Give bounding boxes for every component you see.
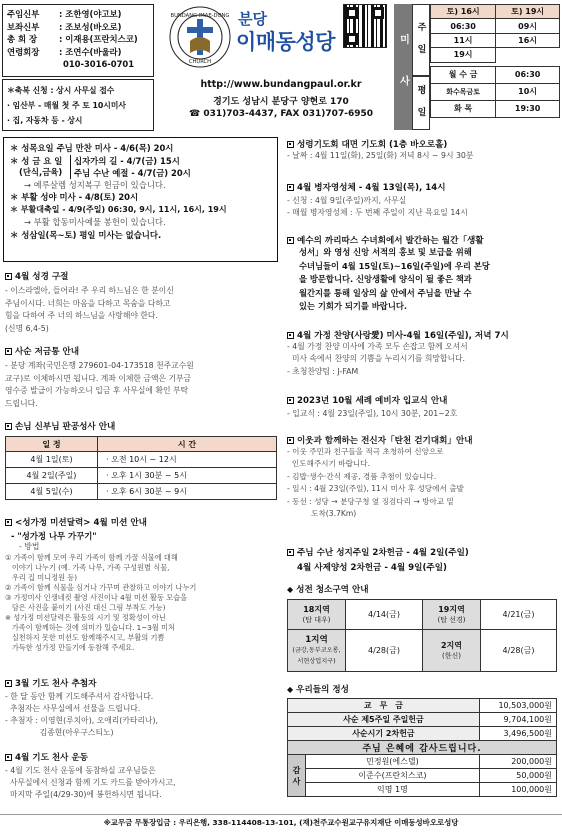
church-emblem-icon [168, 5, 232, 69]
church-logo [166, 5, 336, 71]
r2-line: - 신청 : 4월 9일(주일)까지, 사무실 [287, 196, 407, 205]
svg-text:BUNDANG IMAE-DONG: BUNDANG IMAE-DONG [170, 13, 230, 19]
section-bullet-icon [287, 397, 294, 404]
tithe-line: 드립니다. [5, 398, 38, 408]
parish-url[interactable]: http://www.bundangpaul.or.kr [200, 79, 362, 90]
r2-title: 4월 병자영성체 - 4월 13일(목), 14시 [297, 183, 446, 193]
section-bullet-icon [5, 754, 12, 761]
blessing-notice-house: · 집, 자동차 등 - 상시 [7, 116, 83, 125]
mission-section [5, 516, 277, 653]
staff-role: 주임신부 [7, 9, 40, 19]
section-bullet-icon [5, 519, 12, 526]
good-friday-label: ＊ 성 금 요 일 [10, 155, 63, 166]
col-date: 일 정 [6, 437, 98, 452]
mass-side-label: 미 사 [394, 4, 412, 130]
tithe-title: 사순 저금통 안내 [15, 347, 80, 357]
r3-title: 예수의 까리따스 수녀회에서 발간하는 월간「생활 [297, 236, 484, 246]
sun-mass: 19시 [431, 48, 496, 62]
weekday-mass-days: 화 목 [431, 100, 496, 117]
donor-name: 이준수(프란치스코) [306, 769, 480, 783]
area-date: 4/28(금) [481, 630, 557, 672]
donor-name: 민정원(에스델) [306, 755, 480, 769]
section-bullet-icon [287, 332, 294, 339]
angel-march-title: 3월 기도 천사 추첨자 [15, 679, 97, 689]
offering-table [287, 698, 557, 797]
area-detail: (한신) [442, 651, 461, 660]
verse-line: 주님이시다. 너희는 마음을 다하고 목숨을 다하고 [5, 298, 171, 308]
area-detail: (탑 대우) [302, 615, 331, 624]
weekday-label: 평 일 [412, 76, 430, 130]
tithe-line: 영수증 발급이 가능하오니 입금 후 사무실에 확인 부탁 [5, 386, 189, 395]
confession-date: 4월 1일(토) [6, 452, 98, 468]
r1-title: 성령기도회 대면 기도회 (1층 바오로홀) [297, 140, 448, 150]
easter-offering: → 부활 합동미사예물 봉헌이 있습니다. [24, 217, 166, 228]
confession-time: · 오전 10시 ~ 12시 [98, 452, 277, 468]
sat-mass-1: 토) 16시 [431, 5, 496, 19]
offer-amount: 10,503,000원 [479, 699, 556, 713]
verse-title: 4월 성경 구절 [15, 272, 69, 282]
mission-line: 가득한 성가정 만들기에 동참해 주세요. [5, 642, 135, 652]
clean-title: 성전 청소구역 안내 [296, 585, 369, 595]
r5-title: 2023년 10월 세례 예비자 입교식 안내 [297, 396, 448, 406]
cleaning-section [287, 583, 559, 672]
logo-main-text: 이매동성당 [236, 30, 335, 54]
r1-line: - 날짜 : 4월 11일(화), 25일(화) 저녁 8시 ~ 9시 30분 [287, 151, 474, 160]
staff-name: 이재용(프란치스코) [65, 34, 138, 44]
r6-line: 인도해주시기 바랍니다. [287, 459, 371, 469]
mass-table [430, 4, 560, 118]
cleaning-table [287, 599, 557, 672]
blessing-notice-box [2, 79, 154, 131]
charismatic-prayer [287, 138, 559, 162]
section-bullet-icon [287, 141, 294, 148]
angel4-line: 사무실에서 신청과 함께 기도 카드를 받아가시고, [5, 778, 176, 787]
r3-line: 월간지를 통해 일상의 삶 안에서 주님을 만날 수 [299, 287, 472, 298]
angel-line: - 추첨자 : 이영현(루치아), 오애리(카타리나), [5, 716, 158, 725]
area-name: 2지역 [440, 640, 463, 650]
area-name: 1지역 [305, 634, 328, 645]
angel-line: - 한 달 동안 함께 기도해주셔서 감사합니다. [5, 692, 154, 701]
donor-amount: 50,000원 [479, 769, 556, 783]
mission-title: <성가정 미션달력> 4월 미션 안내 [15, 518, 147, 528]
donor-name: 익명 1명 [306, 783, 480, 797]
verse-section [5, 270, 277, 335]
staff-row: 010-3016-0701 [63, 59, 135, 69]
confession-time: · 오후 1시 30분 ~ 5시 [98, 468, 277, 484]
area-date: 4/14(금) [346, 600, 423, 630]
offer-title: 우리들의 정성 [296, 685, 349, 695]
prayer-angel-april [5, 751, 277, 801]
blessing-notice: ＊축복 신청 : 상시 사무실 접수 [7, 86, 115, 95]
section-bullet-icon [287, 549, 294, 556]
r4-line: - 4월 가정 찬양 미사에 가족 모두 손잡고 함께 오셔서 [287, 342, 468, 351]
staff-role: 연령회장 [7, 46, 40, 57]
book-sale-notice [287, 234, 559, 314]
staff-row: 주임신부 : 조한영(야고보) [7, 9, 122, 19]
section-bullet-icon [5, 273, 12, 280]
prayer-angel-march [5, 677, 277, 739]
offering-section [287, 683, 559, 797]
tithe-line: - 분당 계좌(국민은행 279601-04-173518 천주교수원 [5, 361, 194, 370]
r6-line: - 이웃 주민과 친구들을 적극 초청하여 신앙으로 [287, 447, 444, 456]
sun-mass: 09시 [496, 19, 560, 33]
triduum-notice: ＊ 성삼일(목~토) 평일 미사는 없습니다. [10, 229, 162, 240]
angel-line: 추첨자는 사무실에서 선물을 드립니다. [5, 704, 141, 713]
diamond-icon: ◆ [287, 684, 294, 694]
angel-line: 김종현(아우구스티노) [5, 728, 114, 737]
r4-line: - 초청찬양팀 : J-FAM [287, 366, 359, 376]
holy-week-schedule [3, 137, 278, 262]
angel4-line: - 4월 기도 천사 운동에 동참하실 교우님들은 [5, 766, 156, 775]
mission-line: 가족이 함께하는 것에 의미가 있습니다. 1~3월 미처 [5, 622, 175, 632]
staff-role: 총 회 장 [7, 34, 38, 44]
sick-communion [287, 181, 559, 219]
mass-times [394, 4, 560, 130]
footer-banner: ※교무금 무통장입금 : 우리은행, 338-114408-13-101, (재)천주교수원교구유지재단 이매동성바오로성당 [0, 814, 562, 830]
section-bullet-icon [287, 437, 294, 444]
mission-subtitle: - "성가정 나무 가꾸기" [11, 531, 97, 541]
section-bullet-icon [5, 680, 12, 687]
offer-label: 사순시기 2차헌금 [288, 727, 480, 741]
r3-line: 성서」와 영성 신앙 서적의 홍보 및 보급을 위해 [299, 247, 472, 257]
donor-amount: 100,000원 [479, 783, 556, 797]
mission-line: ※ 성가정 미션달력은 활동의 시기 및 정확성이 아닌 [5, 612, 166, 622]
staff-box [2, 4, 154, 77]
donor-amount: 200,000원 [479, 755, 556, 769]
staff-role: 보좌신부 [7, 21, 40, 32]
angel-april-title: 4월 기도 천사 운동 [15, 753, 89, 763]
easter-sunday: ＊ 부활대축일 - 4/9(주일) 06:30, 9시, 11시, 16시, 19시 [10, 204, 227, 214]
mission-line: ② 가족이 함께 식물을 심거나 가꾸며 관찰하고 이야기 나누기 [5, 582, 197, 592]
area-detail: (탑 선경) [437, 615, 466, 624]
staff-name: 조한영(야고보) [65, 9, 122, 19]
staff-row: 연령회장 : 조연수(바울라) [7, 46, 122, 57]
mission-method: - 방법 [19, 542, 40, 551]
r3-line: 을 방문합니다. 신앙생활에 양식이 될 좋은 책과 [299, 274, 472, 285]
r2-line: - 매월 병자영성체 : 두 번째 주일이 지난 목요일 14시 [287, 208, 468, 217]
confession-time: · 오후 6시 30분 ~ 9시 [98, 484, 277, 500]
confession-date: 4월 5일(수) [6, 484, 98, 500]
staff-row: 총 회 장 : 이재용(프란치스코) [7, 34, 138, 44]
confession-table [5, 436, 277, 500]
mission-line: 우리 집 미니정원 등) [5, 572, 78, 582]
offer-amount: 3,496,500원 [479, 727, 556, 741]
mission-line: ③ 가정미사 인생네컷 촬영 사진이나 4월 미션 활동 모습을 [5, 592, 188, 602]
sat-mass-2: 토) 19시 [496, 5, 560, 19]
verse-line: - 이스라엘아, 들어라! 주 우리 하느님은 한 분이신 [5, 286, 174, 295]
r3-line: 수녀님들이 4월 15일(토)~16일(주일)에 우리 본당 [299, 260, 490, 271]
r6-title: 이웃과 함께하는 전신자「탄천 걷기대회」안내 [297, 436, 473, 446]
svg-text:CHURCH: CHURCH [188, 59, 212, 65]
confession-date: 4월 2일(주일) [6, 468, 98, 484]
r7-line2: 4월 사제양성 2차헌금 - 4월 9일(주일) [297, 563, 447, 573]
area-date: 4/21(금) [481, 600, 557, 630]
weekday-mass-time: 06:30 [496, 66, 560, 83]
section-bullet-icon [287, 237, 294, 244]
confession-title: 손님 신부님 판공성사 안내 [15, 422, 116, 432]
staff-name: 조보성(바오로) [65, 21, 122, 32]
thanks-banner: 주님 은혜에 감사드립니다. [288, 741, 557, 755]
stations-of-cross: 십자가의 길 - 4/7(금) 15시 [74, 155, 180, 166]
sun-mass: 06:30 [431, 19, 496, 33]
jerusalem-collection: → 예루살렘 성지복구 헌금이 있습니다. [24, 179, 166, 190]
weekday-mass-days: 월 수 금 [431, 66, 496, 83]
area-detail: 서현상업지구) [297, 657, 336, 665]
weekday-mass-days: 화수목금토 [431, 83, 496, 100]
logo-top-text: 분당 [238, 10, 267, 28]
tithe-line: 교구)로 이체하시면 됩니다. 계좌 이체한 금액은 기부금 [5, 373, 192, 383]
r4-title: 4월 가정 찬양(사랑愛) 미사-4월 16일(주일), 저녁 7시 [297, 331, 509, 341]
holy-thursday: ＊ 성목요일 주님 만찬 미사 - 4/6(목) 20시 [10, 143, 174, 153]
section-bullet-icon [5, 423, 12, 430]
r6-line: - 김밥·생수·간식 제공, 경품 추첨이 있습니다. [287, 471, 437, 481]
mission-line: 담은 사진을 붙이기 (사진 대신 그림 부착도 가능) [5, 602, 166, 612]
r7-title: 주님 수난 성지주일 2차헌금 - 4월 2일(주일) [297, 548, 469, 558]
area-name: 18지역 [303, 604, 330, 614]
mission-line: 이야기 나누기 (예. 가족 나무, 가족 구성원별 식물, [5, 562, 170, 572]
section-bullet-icon [287, 184, 294, 191]
col-time: 시 간 [98, 437, 277, 452]
parish-phone: ☎ 031)703-4437, FAX 031)707-6950 [189, 109, 373, 119]
confession-section [5, 420, 277, 500]
qr-code[interactable] [343, 4, 387, 48]
catechumen-notice [287, 394, 559, 420]
r3-line: 있는 기회가 되기를 바랍니다. [299, 301, 407, 312]
good-friday-fast: (단식,금육) [19, 166, 63, 177]
sun-mass: 11시 [431, 33, 496, 47]
angel4-line: 마지막 주일(4/29-30)에 봉헌하시면 됩니다. [5, 790, 162, 799]
blessing-notice-pregnant: · 임산부 - 매월 첫 주 토 10시미사 [7, 101, 126, 110]
sun-mass: 16시 [496, 33, 560, 47]
staff-name: 조연수(바울라) [65, 46, 122, 57]
area-name: 19지역 [438, 604, 465, 614]
staff-row: 보좌신부 : 조보성(바오로) [7, 21, 122, 32]
r4-line: 미사 속에서 찬양의 기쁨을 누리시기를 희망합니다. [287, 354, 465, 364]
easter-vigil: ＊ 부활 성야 미사 - 4/8(토) 20시 [10, 192, 139, 203]
r5-line: - 입교식 : 4월 23일(주일), 10시 30분, 201~2호 [287, 409, 458, 418]
thanks-side-label: 감 사 [288, 755, 306, 797]
r6-line: - 동선 : 성당 → 분당구청 옆 징검다리 → 방아교 밑 [287, 496, 454, 506]
second-collection [287, 546, 559, 573]
offer-amount: 9,704,100원 [479, 713, 556, 727]
sunday-label: 주 일 [412, 4, 430, 76]
family-praise-mass [287, 329, 559, 378]
mission-line: ① 가족이 함께 모여 우리 가족이 함께 가꿀 식물에 대해 [5, 552, 178, 562]
section-bullet-icon [5, 348, 12, 355]
verse-line: (신명 6,4-5) [5, 323, 49, 333]
diamond-icon: ◆ [287, 584, 294, 594]
verse-line: 힘을 다하여 주 너의 하느님을 사랑해야 한다. [5, 311, 158, 320]
weekday-mass-time: 10시 [496, 83, 560, 100]
weekday-mass-time: 19:30 [496, 100, 560, 117]
walking-event [287, 434, 559, 520]
r6-line: - 일시 : 4월 23일(주일), 11시 미사 후 성당에서 출발 [287, 484, 464, 494]
mission-line: 실천하지 못한 미션도 함께해주시고, 부활의 기쁨 [5, 632, 165, 642]
area-detail: (금강,동부코오롱, [292, 647, 341, 655]
area-date: 4/28(금) [346, 630, 423, 672]
offer-label: 교 무 금 [288, 699, 480, 713]
parish-address: 경기도 성남시 분당구 양현로 170 [213, 97, 349, 107]
offer-label: 사순 제5주일 주일헌금 [288, 713, 480, 727]
tithe-section [5, 345, 277, 410]
passion-liturgy: 주님 수난 예절 - 4/7(금) 20시 [74, 167, 191, 178]
r6-line: 도착(3.7Km) [287, 509, 357, 519]
